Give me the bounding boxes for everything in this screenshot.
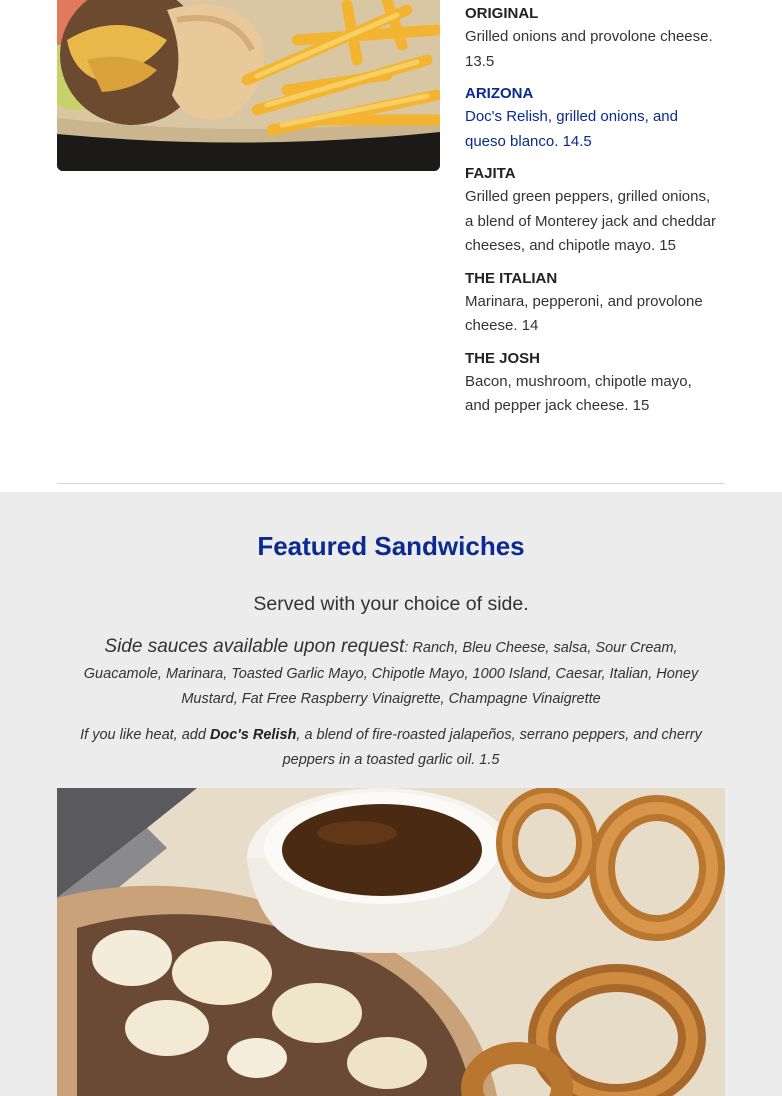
sauces-list: : Ranch, Bleu Cheese, salsa, Sour Cream, Guacamole, Marinara, Toasted Garlic Mayo, Chipotle Mayo, 1000 Island, Caesar, Italian, Honey Mustard, Fat Free Raspberry Vinaigrette, Champagne Vinaigrette: [83, 640, 699, 707]
sandwich-list: [465, 4, 720, 429]
menu-item-the-italian: [465, 269, 720, 339]
item-description: Grilled green peppers, grilled onions, a blend of Monterey jack and cheddar cheeses, and chipotle mayo. 15: [465, 188, 716, 254]
heat-prefix: If you like heat, add: [80, 727, 210, 743]
item-description: Bacon, mushroom, chipotle mayo, and pepper jack cheese. 15: [465, 372, 692, 414]
menu-item-the-josh: [465, 349, 720, 419]
item-name: FAJITA: [465, 165, 516, 182]
heat-suffix: , a blend of fire-roasted jalapeños, serrano peppers, and cherry peppers in a toasted garlic oil. 1.5: [282, 727, 702, 768]
sandwich-and-fries-photo: [57, 0, 440, 171]
item-description: Doc's Relish, grilled onions, and queso blanco. 14.5: [465, 108, 678, 150]
featured-sandwiches-section: [0, 492, 782, 1096]
french-dip-and-onion-rings-photo: [57, 788, 725, 1096]
item-name: THE ITALIAN: [465, 269, 558, 287]
sandwich-menu-section: [0, 0, 782, 492]
menu-item-fajita: [465, 164, 720, 259]
menu-item-arizona: [465, 84, 720, 154]
docs-relish-brand: Doc's Relish: [209, 727, 297, 743]
sauces-lead: Side sauces available upon request: [104, 636, 405, 657]
section-title: Featured Sandwiches: [257, 531, 525, 561]
menu-item-original: [465, 4, 720, 74]
side-sauces-note: [72, 634, 710, 713]
docs-relish-note: [60, 723, 722, 773]
section-subtitle: Served with your choice of side.: [253, 593, 529, 615]
item-name: THE JOSH: [465, 349, 541, 367]
item-description: Grilled onions and provolone cheese. 13.5: [465, 28, 713, 70]
item-name: ARIZONA: [465, 85, 534, 102]
section-divider: [57, 483, 725, 484]
item-name: ORIGINAL: [465, 5, 539, 22]
item-description: Marinara, pepperoni, and provolone cheese. 14: [465, 292, 703, 334]
